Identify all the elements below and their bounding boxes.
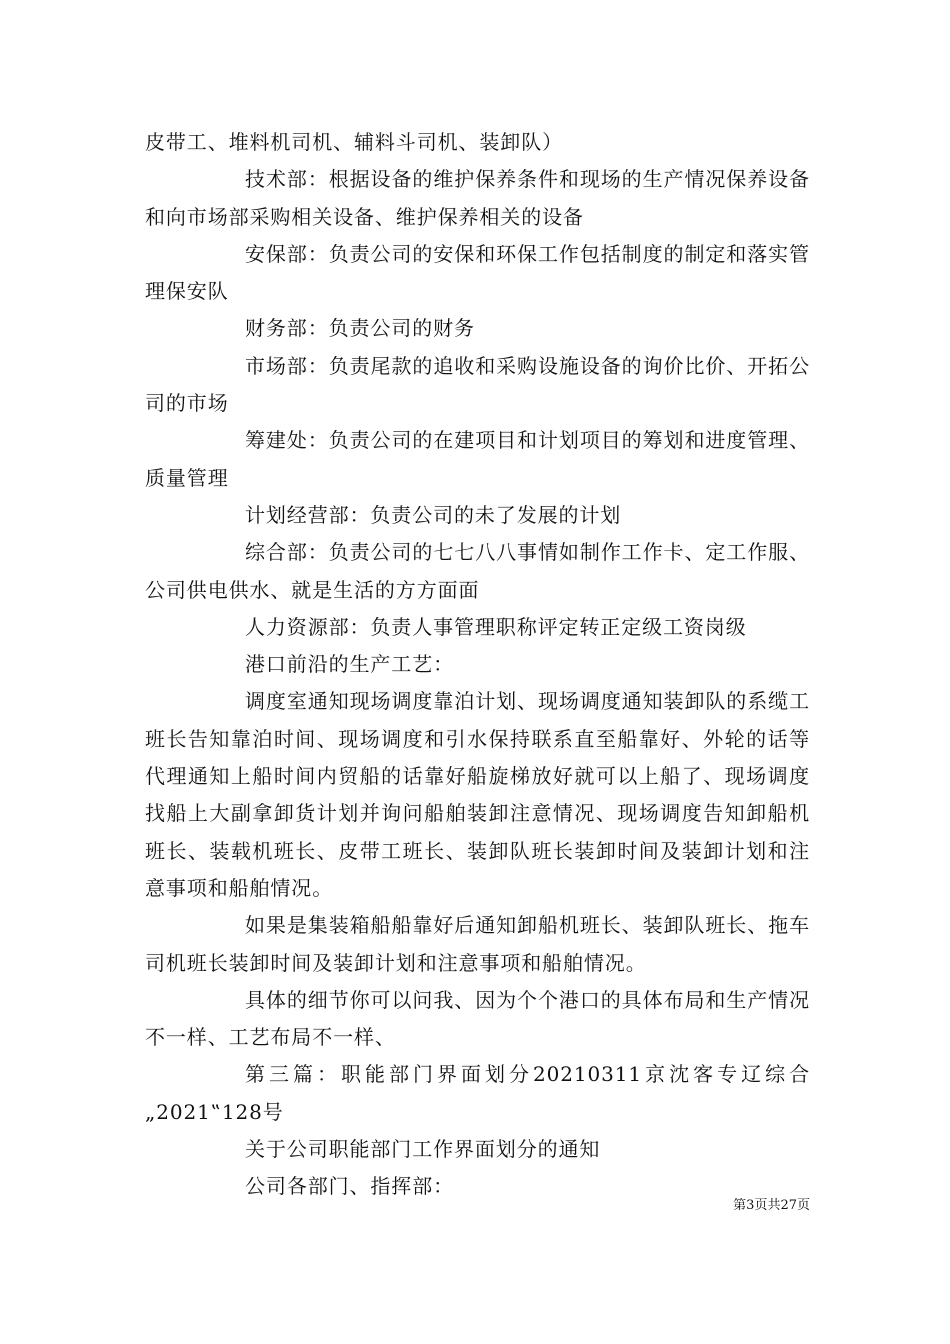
paragraph-addressee: 公司各部门、指挥部：: [245, 1174, 454, 1199]
document-body: [145, 124, 810, 1206]
paragraph-finance-dept: 财务部：负责公司的财务: [245, 316, 475, 341]
paragraph-construction-office: 筹建处：负责公司的在建项目和计划项目的筹划和进度管理、质量管理: [145, 428, 810, 490]
paragraph-hr-dept: 人力资源部：负责人事管理职称评定转正定级工资岗级: [245, 614, 747, 639]
paragraph-part-three-title: 第三篇：职能部门界面划分20210311京沈客专辽综合„2021‟128号: [145, 1062, 810, 1124]
paragraph-details-note: 具体的细节你可以问我、因为个个港口的具体布局和生产情况不一样、工艺布局不一样、: [145, 987, 810, 1050]
paragraph-market-dept: 市场部：负责尾款的追收和采购设施设备的询价比价、开拓公司的市场: [145, 353, 810, 416]
paragraph-port-process-heading: 港口前沿的生产工艺：: [245, 652, 454, 677]
paragraph-planning-dept: 计划经营部：负责公司的未了发展的计划: [245, 502, 622, 527]
paragraph-tech-dept: 技术部：根据设备的维护保养条件和现场的生产情况保养设备和向市场部采购相关设备、维护保养相关的设备: [145, 167, 810, 229]
paragraph-container-ship: 如果是集装箱船船靠好后通知卸船机班长、装卸队班长、拖车司机班长装卸时间及装卸计划和注意事项和船舶情况。: [145, 913, 810, 975]
paragraph-general-dept: 综合部：负责公司的七七八八事情如制作工作卡、定工作服、公司供电供水、就是生活的方方面面: [145, 540, 810, 602]
paragraph-dispatch-process: 调度室通知现场调度靠泊计划、现场调度通知装卸队的系缆工班长告知靠泊时间、现场调度和引水保持联系直至船靠好、外轮的话等代理通知上船时间内贸船的话靠好船旋梯放好就可以上船了、现场调度找船上大副拿卸货计划并询问船舶装卸注意情况、现场调度告知卸船机班长、装载机班长、皮带工班长、装卸队班长装卸时间及装卸计划和注意事项和船舶情况。: [145, 689, 810, 900]
paragraph-security-dept: 安保部：负责公司的安保和环保工作包括制度的制定和落实管理保安队: [145, 241, 810, 304]
page-number: 第3页共27页: [733, 1198, 810, 1213]
paragraph-notice-title: 关于公司职能部门工作界面划分的通知: [245, 1137, 601, 1162]
paragraph-continuation: 皮带工、堆料机司机、辅料斗司机、装卸队）: [145, 130, 563, 154]
